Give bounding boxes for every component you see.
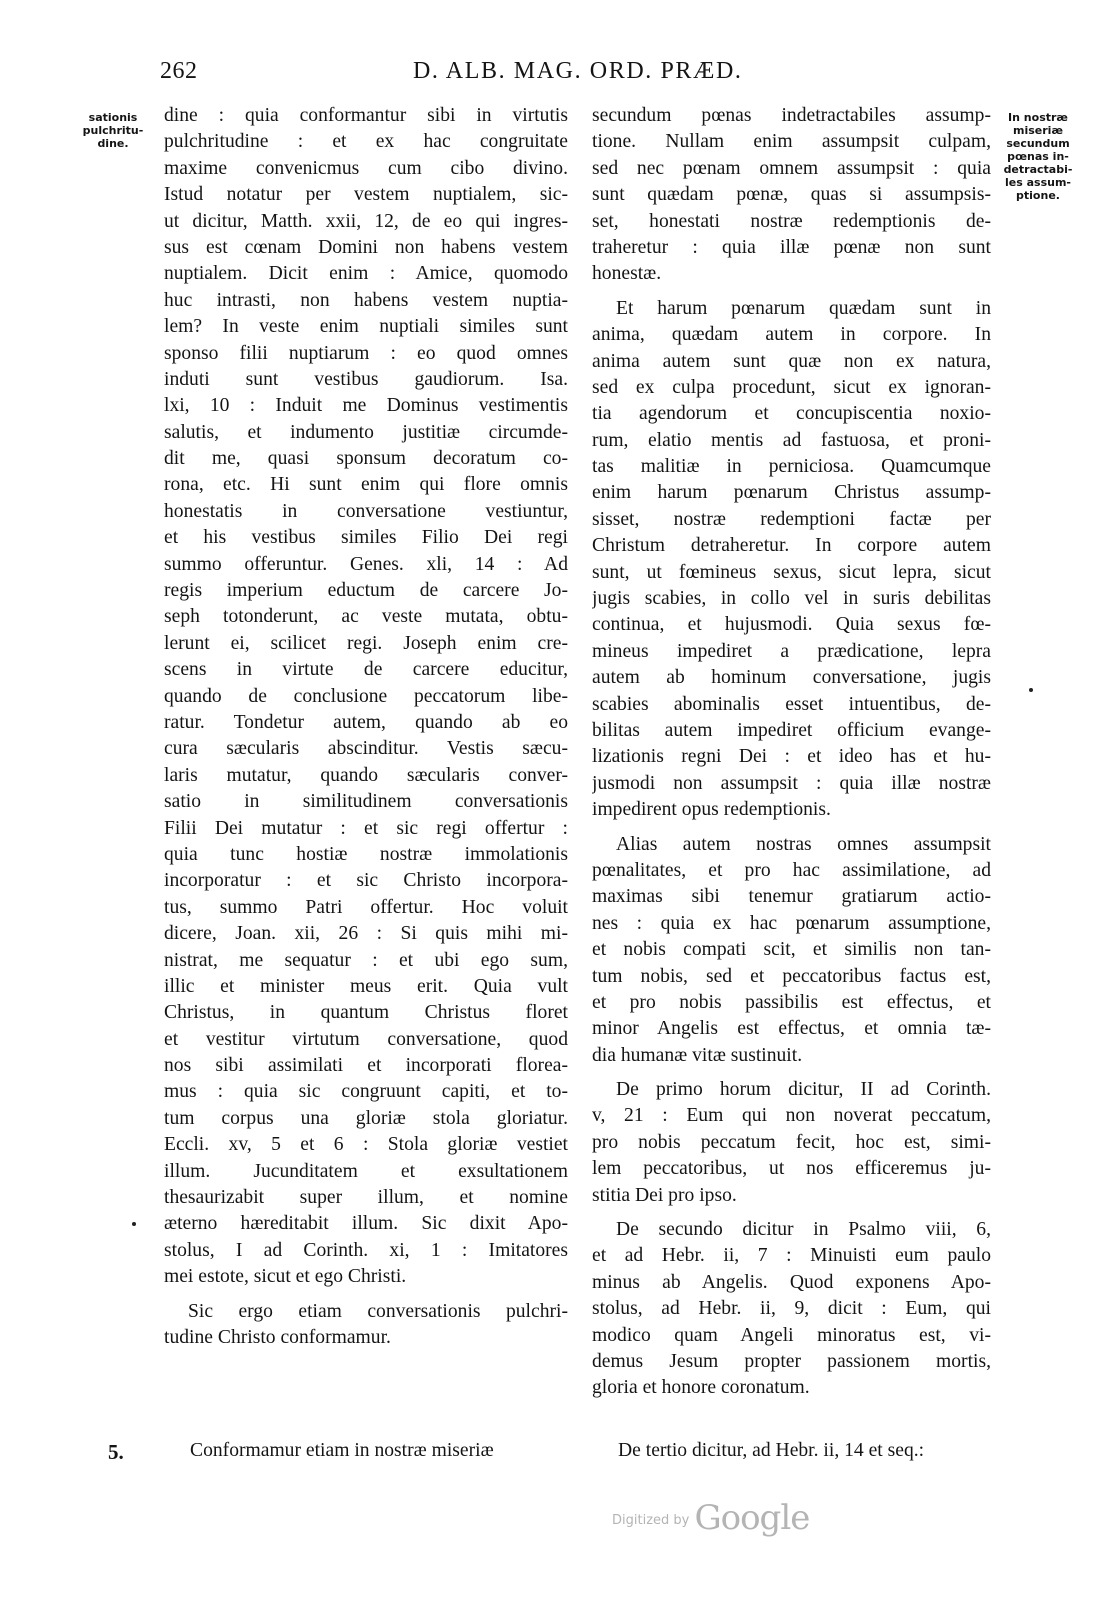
margin-note-line: ptione.	[1016, 189, 1060, 202]
text-line: stolus, ad Hebr. ii, 9, dicit : Eum, qui	[592, 1298, 991, 1320]
text-line: tum corpus una gloriæ stola gloriatur.	[164, 1107, 568, 1129]
margin-note-line: pulchritu-	[82, 124, 144, 137]
text-line: incorporatur : et sic Christo incorpora-	[164, 870, 568, 892]
text-line: sus est cœnam Domini non habens vestem	[164, 236, 568, 258]
text-line: et pro nobis passibilis est effectus, et	[592, 991, 991, 1013]
text-line: tione. Nullam enim assumpsit culpam,	[592, 131, 991, 153]
text-line: stitia Dei pro ipso.	[592, 1184, 737, 1206]
text-line: sed nec pœnam omnem assumpsit : quia	[592, 157, 991, 179]
left-text-column	[164, 103, 568, 1351]
text-line: summo offeruntur. Genes. xli, 14 : Ad	[164, 553, 568, 575]
text-line: stolus, I ad Corinth. xi, 1 : Imitatores	[164, 1239, 568, 1261]
text-line: seph totonderunt, ac veste mutata, obtu-	[164, 606, 568, 628]
text-line: dit me, quasi sponsum decoratum co-	[164, 448, 568, 470]
margin-note-line: detractabi-	[1003, 163, 1073, 176]
text-line: sponso filii nuptiarum : eo quod omnes	[164, 342, 568, 364]
text-line: jugis scabies, in collo vel in suris debilitas	[592, 588, 991, 610]
text-line: sunt quædam pœnæ, quas si assumpsis-	[592, 184, 991, 206]
text-line: dine : quia conformantur sibi in virtutis	[164, 105, 568, 126]
left-margin-note	[72, 111, 154, 150]
left-column-last-line: Conformamur etiam in nostræ miseriæ	[190, 1440, 494, 1461]
text-line: laris mutatur, quando sæcularis conver-	[164, 764, 568, 786]
text-line: maximas sibi tenemur gratiarum actio-	[592, 886, 991, 908]
text-line: æterno hæreditabit illum. Sic dixit Apo-	[164, 1213, 568, 1235]
text-line: huc intrasti, non habens vestem nuptia-	[164, 289, 568, 311]
text-line: salutis, et indumento justitiæ circumde-	[164, 421, 568, 443]
print-speck	[132, 1222, 136, 1226]
text-line: jusmodi non assumpsit : quia illæ nostræ	[592, 772, 991, 794]
text-line: gloria et honore coronatum.	[592, 1377, 810, 1399]
text-line: illum. Jucunditatem et exsultationem	[164, 1160, 568, 1182]
text-line: cura sæcularis abscinditur. Vestis sæcu-	[164, 738, 568, 760]
text-line: pro nobis peccatum fecit, hoc est, simi-	[592, 1131, 991, 1153]
text-line: tum nobis, sed et peccatoribus factus est,	[592, 965, 991, 987]
text-line: lxi, 10 : Induit me Dominus vestimentis	[164, 395, 568, 417]
text-line: lem peccatoribus, ut nos efficeremus ju-	[592, 1158, 991, 1180]
margin-note-line: miseriæ	[1013, 124, 1063, 137]
margin-note-line: In nostræ	[1008, 111, 1068, 124]
text-line: dicere, Joan. xii, 26 : Si quis mihi mi-	[164, 923, 568, 945]
text-line: mei estote, sicut et ego Christi.	[164, 1266, 407, 1288]
text-line: mus : quia sic congruunt capiti, et to-	[164, 1081, 568, 1103]
margin-note-line: les assum-	[1005, 176, 1071, 189]
text-line: quia tunc hostiæ nostræ immolationis	[164, 843, 568, 865]
print-speck	[1029, 688, 1033, 692]
digitized-by-text: Digitized by	[612, 1513, 690, 1528]
text-line: nuptialem. Dicit enim : Amice, quomodo	[164, 263, 568, 285]
text-line: rona, etc. Hi sunt enim qui flore omnis	[164, 474, 568, 496]
text-line: ut dicitur, Matth. xxii, 12, de eo qui ingres-	[164, 210, 568, 232]
text-line: lizationis regni Dei : et ideo has et hu-	[592, 746, 991, 768]
text-line: Christum detraheretur. In corpore autem	[592, 535, 991, 557]
text-line: Alias autem nostras omnes assumpsit	[616, 833, 991, 855]
margin-note-line: dine.	[97, 137, 129, 150]
text-line: v, 21 : Eum qui non noverat peccatum,	[592, 1105, 991, 1127]
running-head	[0, 58, 1095, 92]
text-line: sisset, nostræ redemptioni factæ per	[592, 508, 991, 530]
text-line: et ad Hebr. ii, 7 : Minuisti eum paulo	[592, 1245, 991, 1267]
text-line: thesaurizabit super illum, et nomine	[164, 1187, 568, 1209]
text-line: De secundo dicitur in Psalmo viii, 6,	[616, 1219, 991, 1241]
text-line: et nobis compati scit, et similis non tan-	[592, 939, 991, 961]
text-line: maxime convenicmus cum cibo divino.	[164, 157, 568, 179]
text-line: scabies abominalis esset intuentibus, de-	[592, 693, 991, 715]
text-line: sed ex culpa procedunt, sicut ex ignoran-	[592, 376, 991, 398]
text-line: tia agendorum et concupiscentia noxio-	[592, 403, 991, 425]
text-line: ratur. Tondetur autem, quando ab eo	[164, 711, 568, 733]
text-line: tudine Christo conformamur.	[164, 1326, 391, 1348]
text-line: De primo horum dicitur, II ad Corinth.	[616, 1079, 991, 1101]
text-line: nes : quia ex hac pœnarum assumptione,	[592, 912, 991, 934]
text-line: enim harum pœnarum Christus assump-	[592, 482, 991, 504]
text-line: quando de conclusione peccatorum libe-	[164, 685, 568, 707]
text-line: set, honestati nostræ redemptionis de-	[592, 210, 991, 232]
text-line: impedirent opus redemptionis.	[592, 799, 831, 821]
text-line: lem? In veste enim nuptiali similes sunt	[164, 316, 568, 338]
text-line: bilitas autem impediret officium evange-	[592, 719, 991, 741]
text-line: dia humanæ vitæ sustinuit.	[592, 1044, 803, 1066]
text-line: sunt, ut fœmineus sexus, sicut lepra, sicut	[592, 561, 991, 583]
text-line: mineus impediret a prædicatione, lepra	[592, 640, 991, 662]
text-line: satio in similitudinem conversationis	[164, 791, 568, 813]
text-line: induti sunt vestibus gaudiorum. Isa.	[164, 368, 568, 390]
text-line: rum, elatio mentis ad fastuosa, et proni-	[592, 429, 991, 451]
text-line: minus ab Angelis. Quod exponens Apo-	[592, 1271, 991, 1293]
text-line: illic et minister meus erit. Quia vult	[164, 975, 568, 997]
text-line: tas malitiæ in perniciosa. Quamcumque	[592, 456, 991, 478]
text-line: secundum pœnas indetractabiles assump-	[592, 105, 991, 126]
text-line: demus Jesum propter passionem mortis,	[592, 1350, 991, 1372]
margin-note-line: secundum	[1006, 137, 1070, 150]
digitized-watermark	[612, 1498, 809, 1538]
text-line: modico quam Angeli minoratus est, vi-	[592, 1324, 991, 1346]
running-title: D. ALB. MAG. ORD. PRÆD.	[413, 58, 743, 84]
right-column-last-line: De tertio dicitur, ad Hebr. ii, 14 et seq.:	[618, 1440, 925, 1461]
page-number: 262	[160, 58, 198, 84]
text-line: traheretur : quia illæ pœnæ non sunt	[592, 236, 991, 258]
text-line: minor Angelis est effectus, et omnia tæ-	[592, 1018, 991, 1040]
right-text-column	[592, 103, 991, 1402]
text-line: continua, et hujusmodi. Quia sexus fœ-	[592, 614, 991, 636]
google-logo: Google	[694, 1498, 810, 1538]
text-line: nistrat, me sequatur : et ubi ego sum,	[164, 949, 568, 971]
text-line: honestæ.	[592, 263, 662, 285]
text-line: anima autem sunt quæ non ex natura,	[592, 350, 991, 372]
text-line: pulchritudine : et ex hac congruitate	[164, 131, 568, 153]
text-line: tus, summo Patri offertur. Hoc voluit	[164, 896, 568, 918]
text-line: Christus, in quantum Christus floret	[164, 1002, 568, 1024]
margin-note-line: pœnas in-	[1007, 150, 1069, 163]
text-line: pœnalitates, et pro hac assimilatione, ad	[592, 859, 991, 881]
text-line: anima, quædam autem in corpore. In	[592, 324, 991, 346]
text-line: honestatis in conversatione vestiuntur,	[164, 500, 568, 522]
text-line: Et harum pœnarum quædam sunt in	[616, 297, 991, 319]
text-line: et vestitur virtutum conversatione, quod	[164, 1028, 568, 1050]
text-line: Sic ergo etiam conversationis pulchri-	[188, 1300, 568, 1322]
text-line: scens in virtute de carcere educitur,	[164, 659, 568, 681]
right-margin-note	[996, 111, 1080, 202]
section-number: 5.	[108, 1440, 124, 1464]
text-line: et his vestibus similes Filio Dei regi	[164, 527, 568, 549]
margin-note-line: sationis	[88, 111, 138, 124]
text-line: Filii Dei mutatur : et sic regi offertur :	[164, 817, 568, 839]
text-line: Eccli. xv, 5 et 6 : Stola gloriæ vestiet	[164, 1134, 568, 1156]
text-line: regis imperium eductum de carcere Jo-	[164, 580, 568, 602]
text-line: Istud notatur per vestem nuptialem, sic-	[164, 184, 568, 206]
text-line: lerunt ei, scilicet regi. Joseph enim cre-	[164, 632, 568, 654]
text-line: autem ab hominum conversatione, jugis	[592, 667, 991, 689]
text-line: nos sibi assimilati et incorporati florea-	[164, 1055, 568, 1077]
